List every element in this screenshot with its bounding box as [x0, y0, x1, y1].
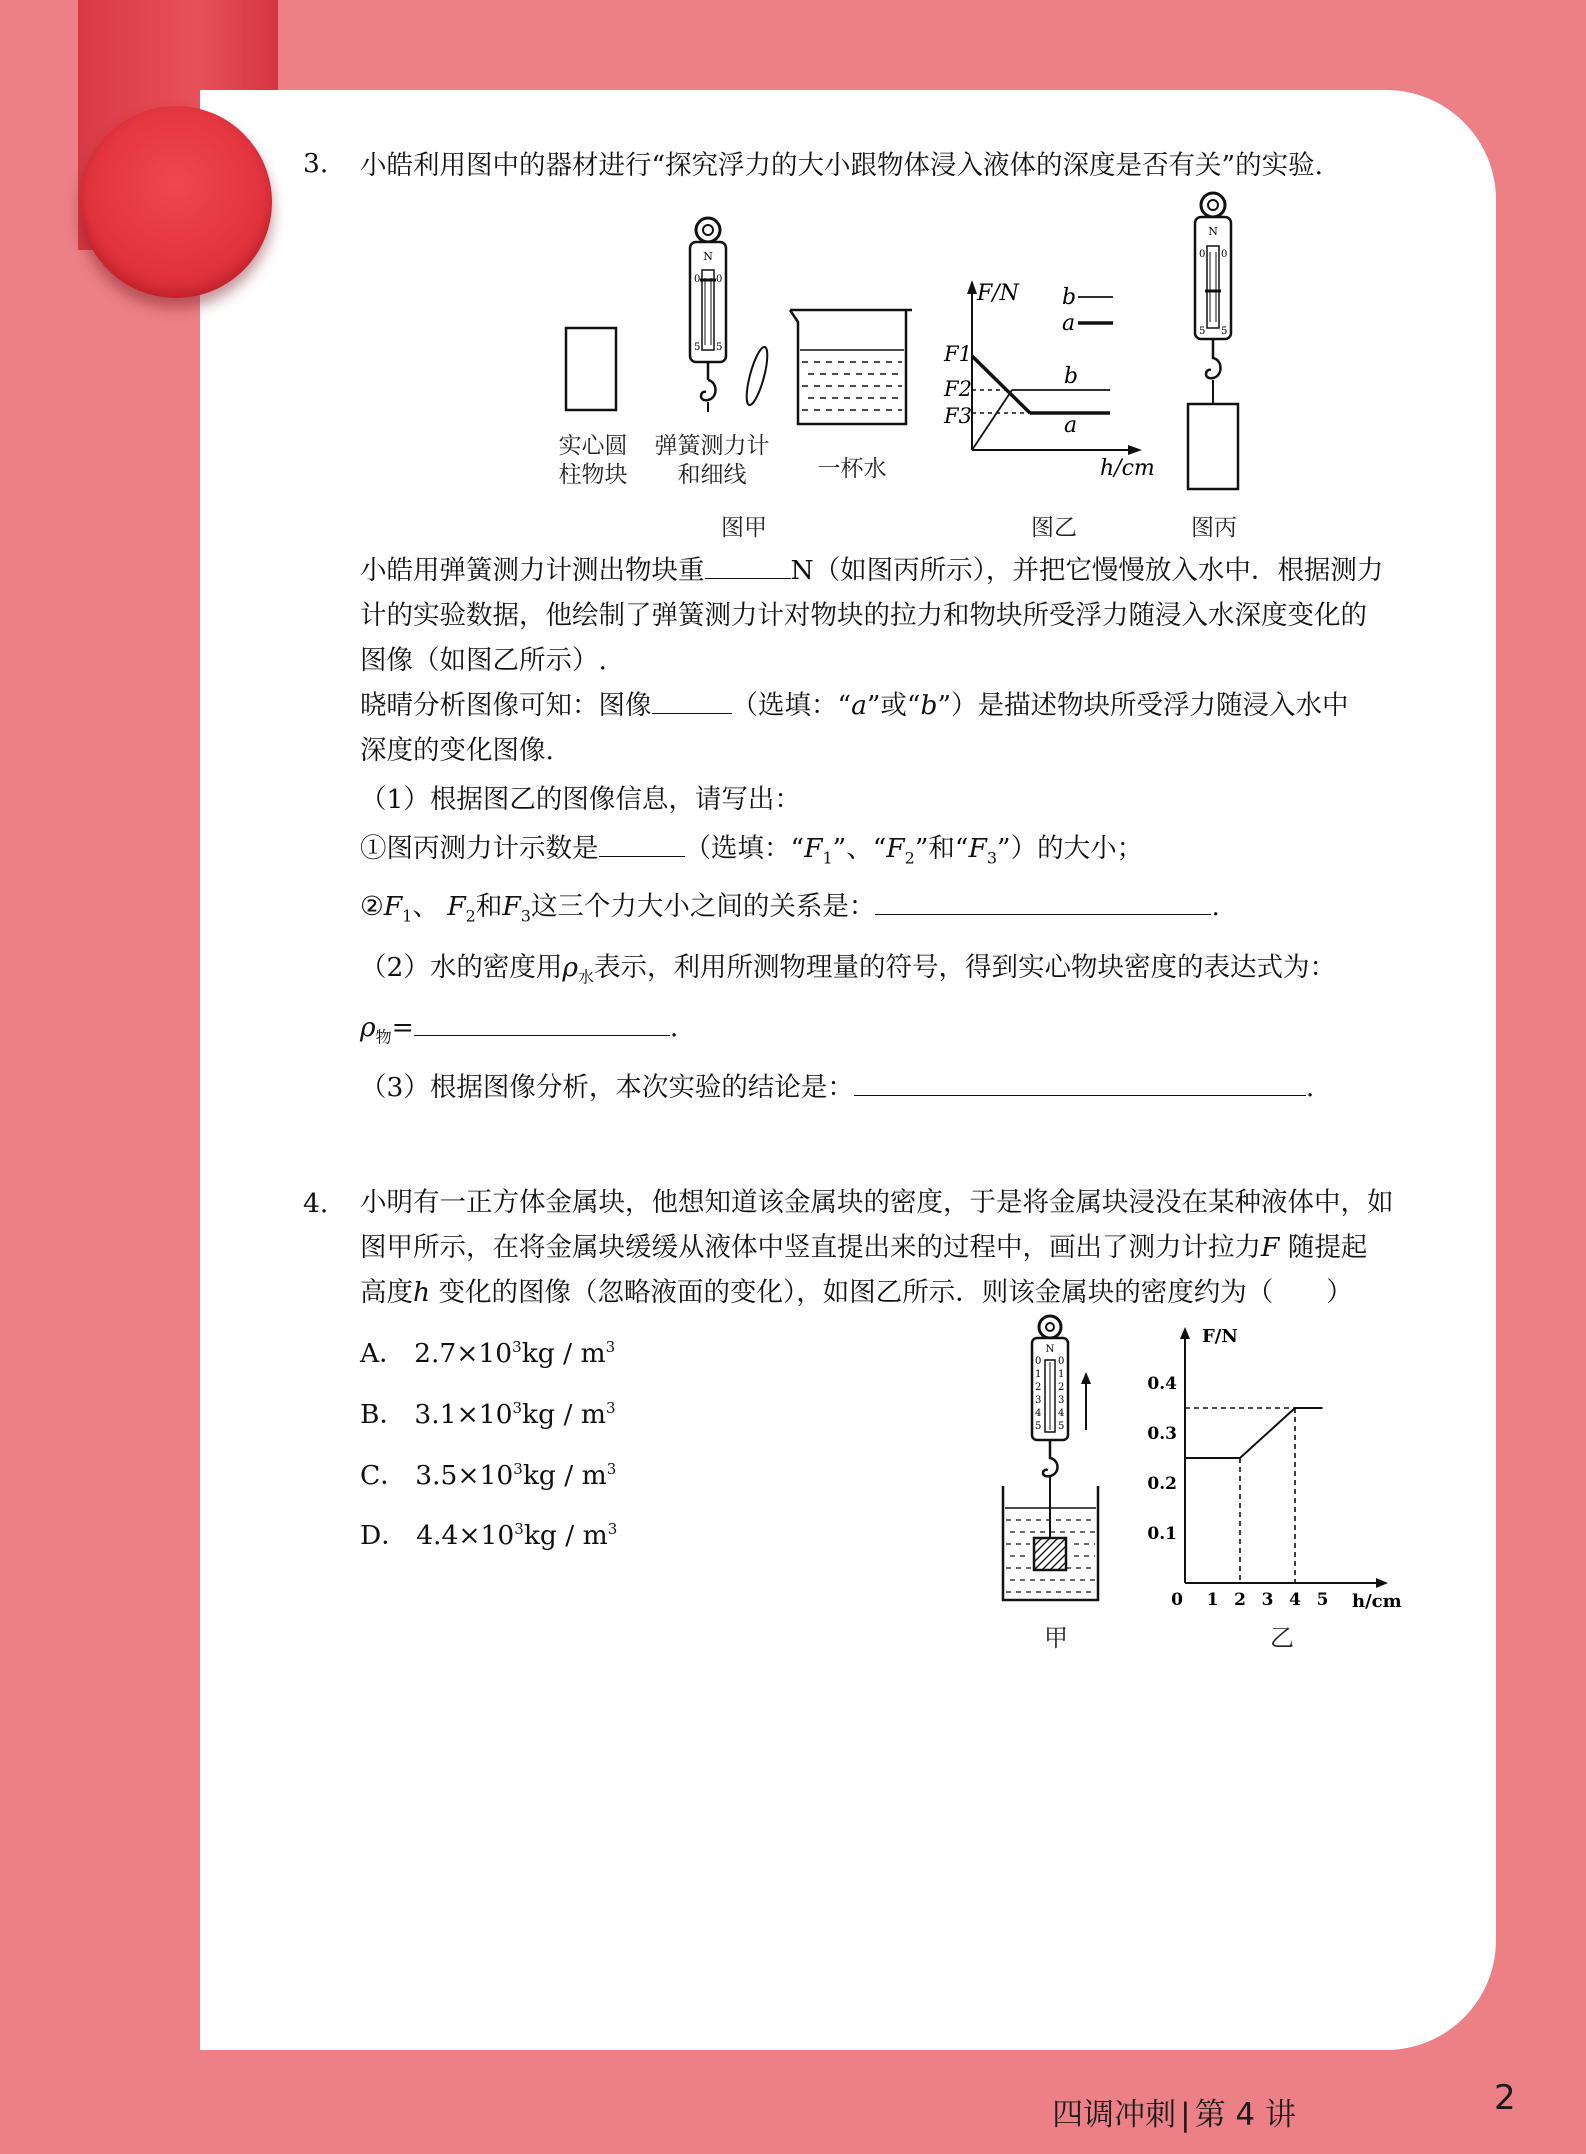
chart-y-label: F/N — [1202, 1326, 1238, 1347]
x-tick-label-2: 2 — [1234, 1590, 1246, 1610]
y-tick-label-0.2: 0.2 — [1147, 1474, 1177, 1494]
scale-2-zero-l: 0 — [1199, 249, 1206, 260]
svg-text:3: 3 — [1058, 1395, 1065, 1406]
beaker — [790, 310, 912, 424]
scale-1-zero-r: 0 — [716, 274, 723, 285]
y-tick-label-0.4: 0.4 — [1147, 1374, 1177, 1394]
tick-f2: F2 — [944, 377, 972, 401]
spring-scale-1 — [690, 218, 726, 412]
x-tick-label-3: 3 — [1261, 1590, 1274, 1610]
scale-2-letter: N — [1208, 225, 1218, 238]
caption-scale: 弹簧测力计 和细线 — [654, 433, 770, 488]
question-3-body: 小皓用弹簧测力计测出物块重 N（如图丙所示），并把它慢慢放入水中．根据测力 计的实验数据，他绘制了弹簧测力计对物块的拉力和物块所受浮力随浸入水深度变化的 图像（如图乙所示）. 晓晴分析图像可知：图像 （选填：“a”或“b”）是描述物块所受浮力随浸入水中 深度的变化图像. （1）根据图乙的图像信息，请写出： ①图丙测力计示数是 （选填：“$F_1$”、“$F_2$”和“$F_3$”）的大小； $②F_1$、 $F_2$和$F_3$这三个力大小之间的关系是： . （2）水的密度用$\rho_水$表示，利用所测物理量的符号，得到实心物块密度的表达式为： $\rho_物=$ . （3）根据图像分析，本次实验的结论是： . — [360, 548, 1383, 1110]
svg-text:1: 1 — [1035, 1369, 1042, 1380]
answer-blank-graph[interactable] — [652, 687, 732, 714]
question-4-options — [360, 1320, 617, 1563]
scale-1-five-r: 5 — [716, 342, 723, 353]
question-3-number: 3. — [303, 148, 329, 179]
question-4-chart — [1140, 1315, 1420, 1615]
caption-fig-bing: 图丙 — [1191, 515, 1237, 541]
q4-caption-yi: 乙 — [1270, 1624, 1294, 1652]
graph-x-label: h/cm — [1100, 456, 1155, 481]
option-b[interactable]: B． $3.1\times 10^3kg / m^3$ — [360, 1398, 616, 1430]
svg-text:2: 2 — [1035, 1382, 1042, 1393]
chart-y-arrow — [1180, 1327, 1190, 1339]
chart-x-arrow — [1376, 1578, 1388, 1588]
question-4-number: 4. — [303, 1188, 329, 1219]
curve-a-label: a — [1064, 413, 1078, 438]
answer-blank-density[interactable] — [414, 1009, 670, 1036]
legend-b: b — [1062, 285, 1077, 310]
tick-f1: F1 — [944, 342, 972, 366]
scale-2-five-r: 5 — [1221, 326, 1228, 337]
page-number: 2 — [1494, 2078, 1516, 2118]
question-4-stem: 小明有一正方体金属块，他想知道该金属块的密度，于是将金属块浸没在某种液体中，如 图甲所示，在将金属块缓缓从液体中竖直提出来的过程中，画出了测力计拉力F 随提起 高度h 变化的图像（忽略液面的变化），如图乙所示．则该金属块的密度约为（ ） — [360, 1187, 1394, 1308]
x-tick-label-4: 4 — [1289, 1590, 1301, 1610]
caption-fig-jia: 图甲 — [721, 515, 767, 541]
force-depth-graph — [943, 280, 1155, 481]
answer-blank-relation[interactable] — [875, 888, 1211, 915]
spring-scale-2 — [1188, 193, 1238, 489]
svg-text:4: 4 — [1035, 1408, 1042, 1419]
footer-title: 四调冲刺 | 第 4 讲 — [1052, 2097, 1296, 2133]
y-tick-label-0.3: 0.3 — [1147, 1424, 1177, 1444]
caption-block: 实心圆 柱物块 — [558, 433, 628, 488]
option-a[interactable]: A． $2.7\times 10^3kg / m^3$ — [360, 1337, 616, 1369]
scale-2-five-l: 5 — [1199, 326, 1206, 337]
svg-text:1: 1 — [1058, 1369, 1065, 1380]
y-tick-label-0.1: 0.1 — [1147, 1524, 1177, 1544]
graph-y-label: F/N — [977, 281, 1019, 306]
svg-text:2: 2 — [1058, 1382, 1065, 1393]
curve-b-label: b — [1064, 364, 1079, 389]
scale-1-five-l: 5 — [694, 342, 701, 353]
answer-blank-conclusion[interactable] — [854, 1069, 1306, 1096]
svg-text:5: 5 — [1058, 1421, 1065, 1432]
option-c[interactable]: C． $3.5\times 10^3kg / m^3$ — [360, 1459, 617, 1491]
answer-blank-weight[interactable] — [705, 552, 791, 579]
svg-text:0: 0 — [1058, 1356, 1065, 1367]
chart-x-label: h/cm — [1352, 1591, 1402, 1612]
x-tick-label-0: 0 — [1171, 1590, 1183, 1610]
question-4-figure-jia — [990, 1310, 1120, 1610]
cylinder-block — [566, 328, 616, 410]
answer-blank-reading[interactable] — [599, 830, 685, 857]
x-tick-label-5: 5 — [1316, 1590, 1329, 1610]
svg-text:4: 4 — [1058, 1408, 1065, 1419]
bookmark-circle — [80, 106, 272, 298]
caption-fig-yi: 图乙 — [1031, 515, 1077, 541]
scale-1-letter: N — [703, 250, 713, 263]
question-3-intro: 小皓利用图中的器材进行“探究浮力的大小跟物体浸入液体的深度是否有关”的实验. — [360, 150, 1324, 181]
thread-loop — [742, 345, 771, 407]
x-tick-label-1: 1 — [1206, 1590, 1219, 1610]
series-line-force — [1185, 1408, 1323, 1458]
svg-text:3: 3 — [1035, 1395, 1042, 1406]
svg-text:5: 5 — [1035, 1421, 1042, 1432]
legend-a: a — [1062, 311, 1076, 336]
scale-1-zero-l: 0 — [694, 274, 701, 285]
tick-f3: F3 — [944, 404, 972, 428]
option-d[interactable]: D． $4.4\times 10^3kg / m^3$ — [360, 1520, 618, 1552]
caption-water: 一杯水 — [817, 456, 887, 482]
svg-text:0: 0 — [1035, 1356, 1042, 1367]
scale-2-zero-r: 0 — [1221, 249, 1228, 260]
q4-scale-letter: N — [1045, 1344, 1055, 1355]
q4-caption-jia: 甲 — [1044, 1624, 1068, 1652]
